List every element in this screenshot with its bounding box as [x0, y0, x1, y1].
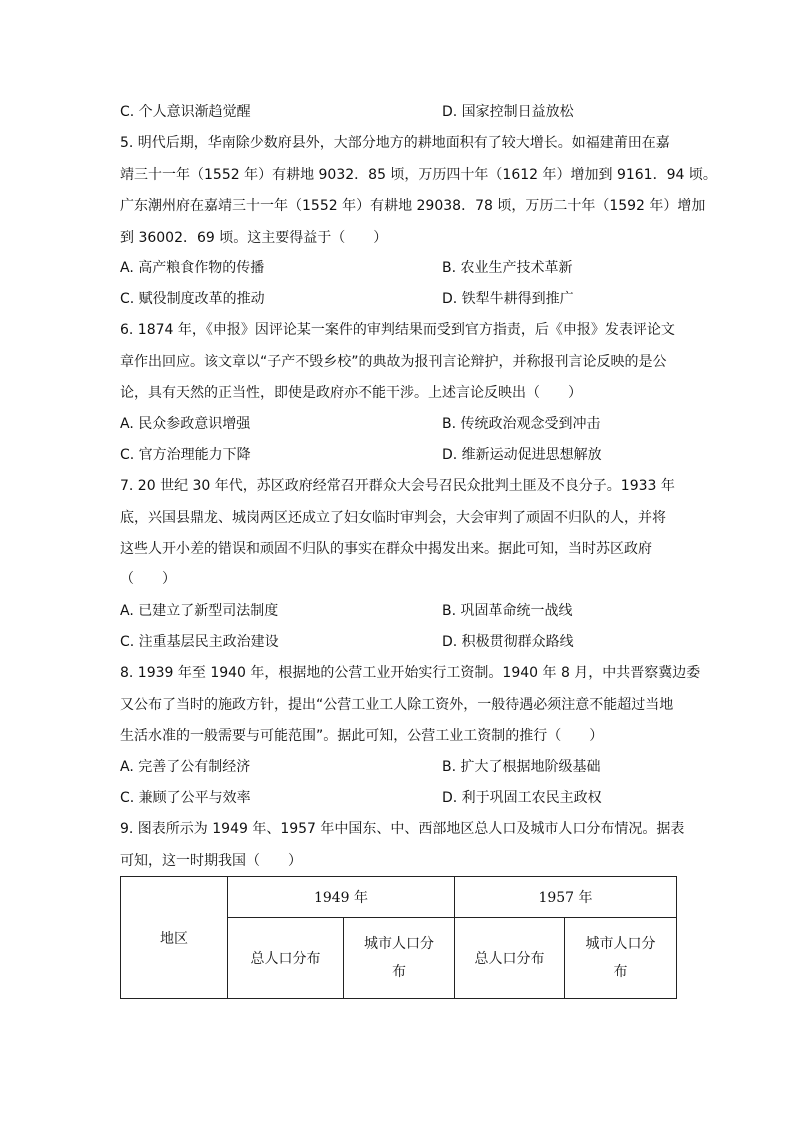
q4-option-d[interactable]: D. 国家控制日益放松 — [442, 104, 574, 120]
q5-stem-line-1: 5. 明代后期，华南除少数府县外，大部分地方的耕地面积有了较大增长。如福建莆田在嘉 — [120, 135, 670, 151]
q8-option-a[interactable]: A. 完善了公有制经济 — [120, 759, 251, 775]
q6-stem-line-1: 6. 1874 年，《申报》因评论某一案件的审判结果而受到官方指责，后《申报》发表评论文 — [120, 322, 675, 338]
q8-stem-line-1: 8. 1939 年至 1940 年，根据地的公营工业开始实行工资制。1940 年 8 月，中共晋察冀边委 — [120, 665, 701, 681]
q6-option-b[interactable]: B. 传统政治观念受到冲击 — [442, 416, 601, 432]
population-table — [120, 876, 677, 999]
q5-option-b[interactable]: B. 农业生产技术革新 — [442, 260, 573, 276]
q7-option-a[interactable]: A. 已建立了新型司法制度 — [120, 603, 279, 619]
q5-stem-line-4: 到 36002．69 顷。这主要得益于（ ） — [120, 230, 388, 246]
table-header-1949: 1949 年 — [228, 877, 455, 918]
q9-stem-line-2: 可知，这一时期我国（ ） — [120, 853, 302, 869]
table-header-region: 地区 — [121, 877, 228, 999]
table-header-1949-city — [344, 918, 455, 999]
q9-stem-line-1: 9. 图表所示为 1949 年、1957 年中国东、中、西部地区总人口及城市人口分布情况。据表 — [120, 821, 685, 837]
q6-stem-line-2: 章作出回应。该文章以“子产不毁乡校”的典故为报刊言论辩护，并称报刊言论反映的是公 — [120, 354, 667, 370]
q6-stem-line-3: 论，具有天然的正当性，即使是政府亦不能干涉。上述言论反映出（ ） — [120, 385, 582, 401]
q4-option-c[interactable]: C. 个人意识渐趋觉醒 — [120, 104, 251, 120]
q6-option-d[interactable]: D. 维新运动促进思想解放 — [442, 447, 602, 463]
q5-stem-line-2: 靖三十一年（1552 年）有耕地 9032．85 顷，万历四十年（1612 年）增加到 9161．94 顷。 — [120, 167, 717, 183]
table-header-1957-total: 总人口分布 — [455, 918, 565, 999]
q7-option-d[interactable]: D. 积极贯彻群众路线 — [442, 634, 574, 650]
q5-option-d[interactable]: D. 铁犁牛耕得到推广 — [442, 291, 574, 307]
q7-option-b[interactable]: B. 巩固革命统一战线 — [442, 603, 573, 619]
table-header-1957-city — [565, 918, 677, 999]
q7-stem-line-2: 底，兴国县鼎龙、城岗两区还成立了妇女临时审判会，大会审判了顽固不归队的人，并将 — [120, 510, 666, 526]
q7-option-c[interactable]: C. 注重基层民主政治建设 — [120, 634, 279, 650]
q5-option-c[interactable]: C. 赋役制度改革的推动 — [120, 291, 265, 307]
q8-option-b[interactable]: B. 扩大了根据地阶级基础 — [442, 759, 601, 775]
table-header-1949-total: 总人口分布 — [228, 918, 344, 999]
q6-option-a[interactable]: A. 民众参政意识增强 — [120, 416, 251, 432]
q7-stem-line-3: 这些人开小差的错误和顽固不归队的事实在群众中揭发出来。据此可知，当时苏区政府 — [120, 541, 652, 557]
q8-option-c[interactable]: C. 兼顾了公平与效率 — [120, 790, 251, 806]
q8-stem-line-2: 又公布了当时的施政方针，提出“公营工业工人除工资外，一般待遇必须注意不能超过当地 — [120, 697, 674, 713]
q5-stem-line-3: 广东潮州府在嘉靖三十一年（1552 年）有耕地 29038．78 顷，万历二十年（1592 年）增加 — [120, 198, 706, 214]
q7-stem-line-4: （ ） — [120, 571, 176, 587]
q8-stem-line-3: 生活水准的一般需要与可能范围”。据此可知，公营工业工资制的推行（ ） — [120, 728, 604, 744]
q7-stem-line-1: 7. 20 世纪 30 年代，苏区政府经常召开群众大会号召民众批判土匪及不良分子。1933 年 — [120, 478, 675, 494]
q8-option-d[interactable]: D. 利于巩固工农民主政权 — [442, 790, 602, 806]
city-label-line-1: 城市人口分 — [585, 936, 656, 952]
city-label-line-1: 城市人口分 — [364, 936, 434, 952]
city-label-line-2: 布 — [613, 964, 628, 980]
table-header-1957: 1957 年 — [455, 877, 677, 918]
q5-option-a[interactable]: A. 高产粮食作物的传播 — [120, 260, 265, 276]
q6-option-c[interactable]: C. 官方治理能力下降 — [120, 447, 251, 463]
city-label-line-2: 布 — [392, 964, 406, 980]
